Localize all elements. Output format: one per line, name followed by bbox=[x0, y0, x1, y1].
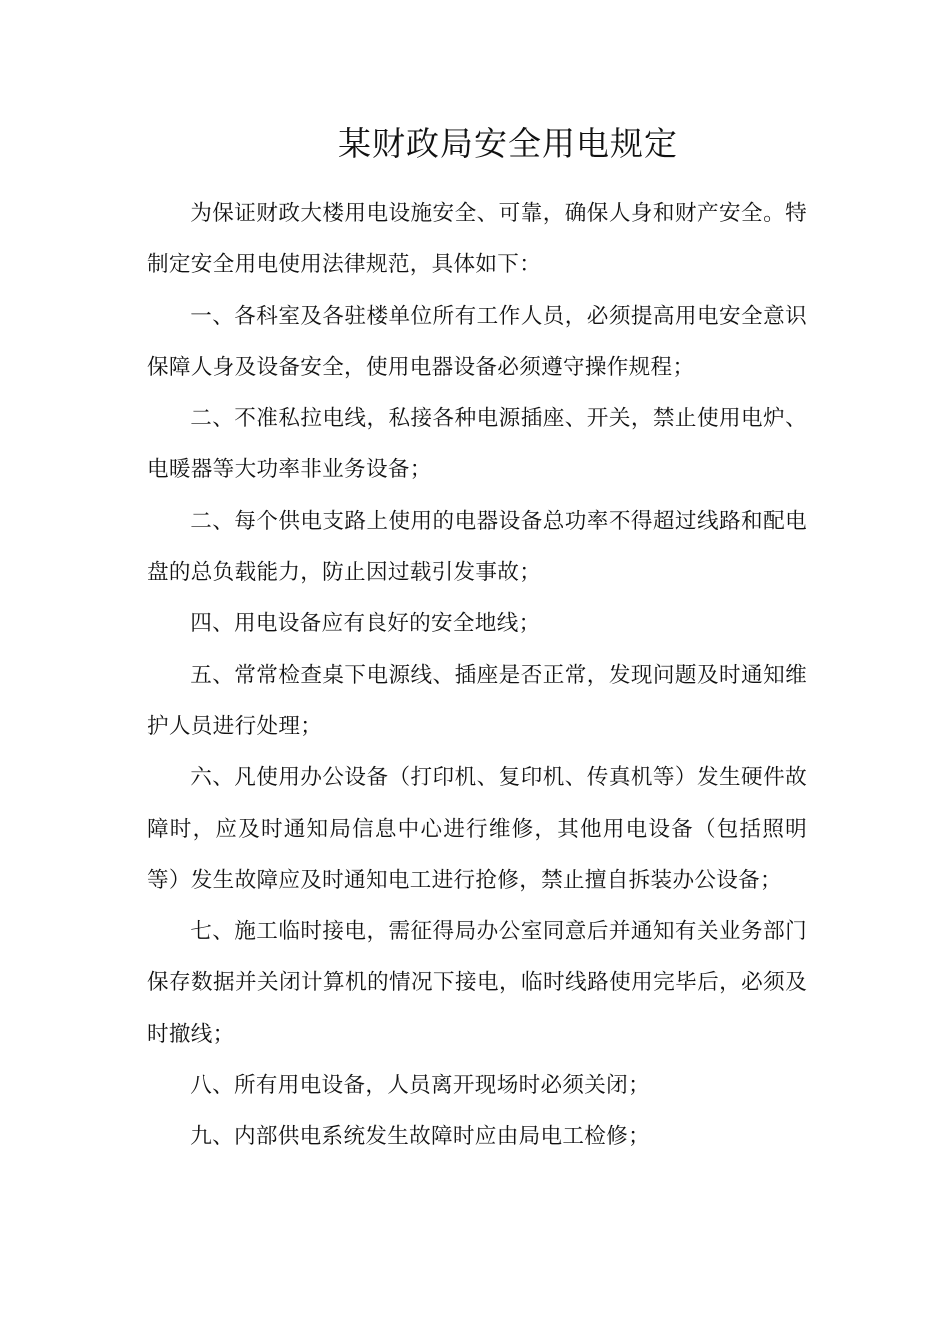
paragraph-rule-4: 四、用电设备应有良好的安全地线； bbox=[190, 611, 541, 637]
paragraph-rule-8: 八、所有用电设备，人员离开现场时必须关闭； bbox=[190, 1073, 650, 1099]
paragraph-intro: 为保证财政大楼用电设施安全、可靠，确保人身和财产安全。特制定安全用电使用法律规范，具体如下： bbox=[147, 201, 807, 278]
paragraph-rule-3: 二、每个供电支路上使用的电器设备总功率不得超过线路和配电盘的总负载能力，防止因过载引发事故； bbox=[147, 508, 807, 586]
document-body bbox=[147, 188, 807, 1163]
paragraph-rule-2: 二、不准私拉电线，私接各种电源插座、开关，禁止使用电炉、电暖器等大功率非业务设备； bbox=[147, 406, 807, 483]
paragraph-rule-7: 七、施工临时接电，需征得局办公室同意后并通知有关业务部门保存数据并关闭计算机的情况下接电，临时线路使用完毕后，必须及时撤线； bbox=[147, 919, 807, 1047]
paragraph-rule-9: 九、内部供电系统发生故障时应由局电工检修； bbox=[190, 1124, 650, 1150]
paragraph-rule-6: 六、凡使用办公设备（打印机、复印机、传真机等）发生硬件故障时，应及时通知局信息中心进行维修，其他用电设备（包括照明等）发生故障应及时通知电工进行抢修，禁止擅自拆装办公设备； bbox=[147, 765, 807, 893]
paragraph-rule-1: 一、各科室及各驻楼单位所有工作人员，必须提高用电安全意识保障人身及设备安全，使用电器设备必须遵守操作规程； bbox=[147, 303, 807, 380]
paragraph-rule-5: 五、常常检查桌下电源线、插座是否正常，发现问题及时通知维护人员进行处理； bbox=[147, 662, 807, 739]
document-title: 某财政局安全用电规定 bbox=[338, 124, 678, 163]
